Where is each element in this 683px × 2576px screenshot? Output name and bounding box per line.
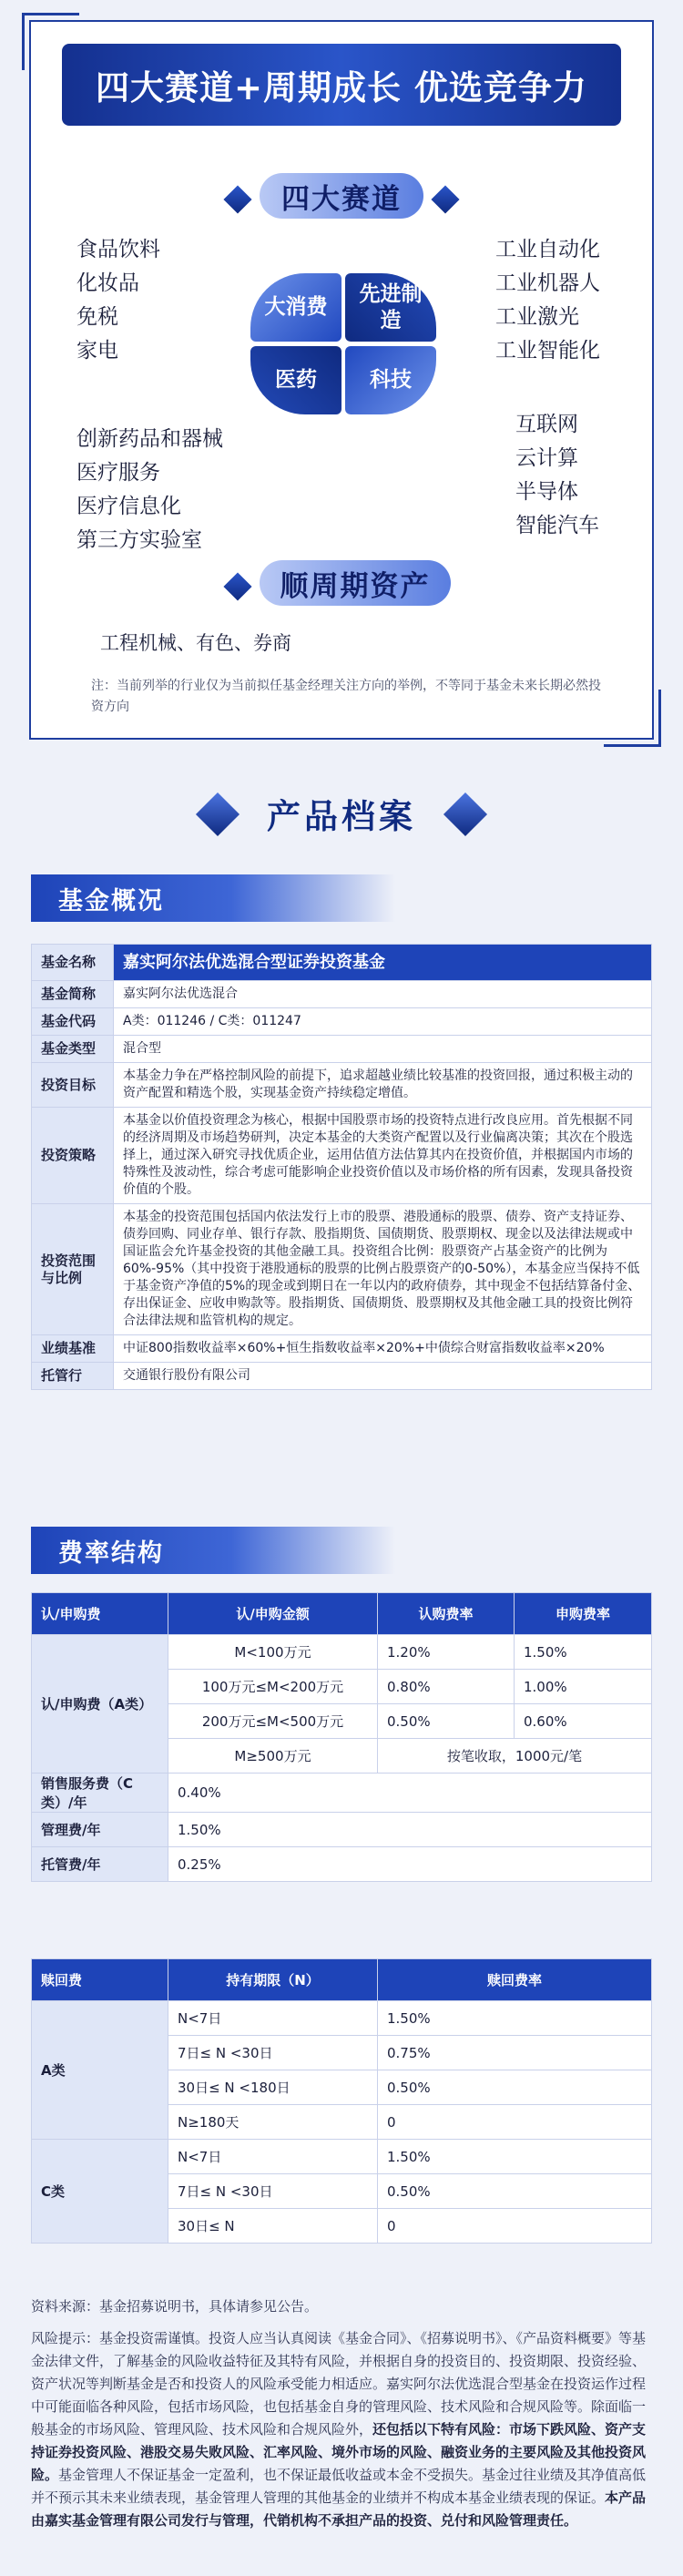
table-row <box>32 1813 652 1847</box>
rate-cell: 0.75% <box>378 2036 652 2070</box>
period-cell: 30日≤ N <180日 <box>168 2070 378 2105</box>
period-cell: N<7日 <box>168 2140 378 2174</box>
list-item: 工业智能化 <box>495 339 600 363</box>
row-label: 业绩基准 <box>32 1335 114 1363</box>
cyclical-items: 工程机械、有色、券商 <box>100 632 291 654</box>
medicine-petal: 医药 <box>250 346 342 414</box>
tracks-heading: 四大赛道 <box>260 173 423 219</box>
fees-heading: 费率结构 <box>31 1527 395 1574</box>
risk-disclaimer <box>31 2327 652 2532</box>
footer <box>31 2295 652 2532</box>
subscription-rate: 0.50% <box>378 1704 515 1739</box>
amount-cell: M<100万元 <box>168 1635 378 1670</box>
rate-cell: 0 <box>378 2105 652 2140</box>
per-transaction-fee: 按笔收取，1000元/笔 <box>378 1739 652 1774</box>
purchase-rate: 1.50% <box>515 1635 652 1670</box>
list-item: 第三方实验室 <box>76 528 202 552</box>
list-item: 医疗服务 <box>76 461 160 485</box>
period-cell: N≥180天 <box>168 2105 378 2140</box>
fee-value: 1.50% <box>168 1813 652 1847</box>
column-header: 持有期限（N） <box>168 1959 378 2001</box>
fee-value: 0.40% <box>168 1774 652 1813</box>
row-value: 本基金力争在严格控制风险的前提下，追求超越业绩比较基准的投资回报，通过积极主动的资产配置和精选个股，实现基金资产持续稳定增值。 <box>114 1063 652 1108</box>
table-row <box>32 1847 652 1882</box>
row-label: 投资范围与比例 <box>32 1204 114 1335</box>
subscription-class-label: 认/申购费（A类） <box>32 1635 168 1774</box>
rate-cell: 1.50% <box>378 2001 652 2036</box>
redemption-class-label: C类 <box>32 2140 168 2244</box>
period-cell: 7日≤ N <30日 <box>168 2174 378 2209</box>
overview-heading: 基金概况 <box>31 874 395 922</box>
table-row <box>32 1008 652 1036</box>
table-row <box>32 1774 652 1813</box>
list-item: 云计算 <box>515 446 578 470</box>
fee-label: 管理费/年 <box>32 1813 168 1847</box>
row-label: 基金简称 <box>32 981 114 1008</box>
list-item: 创新药品和器械 <box>76 427 223 451</box>
row-value: 交通银行股份有限公司 <box>114 1363 652 1390</box>
rate-cell: 0.50% <box>378 2174 652 2209</box>
note-text: 注：当前列举的行业仅为当前拟任基金经理关注方向的举例，不等同于基金未来长期必然投资方向 <box>91 679 601 714</box>
cyclical-heading: 顺周期资产 <box>260 560 451 606</box>
list-item: 互联网 <box>515 413 578 436</box>
consumer-list <box>76 233 160 368</box>
list-item: 工业激光 <box>495 305 579 329</box>
table-row <box>32 1335 652 1363</box>
table-header-row <box>32 1959 652 2001</box>
subscription-rate: 0.80% <box>378 1670 515 1704</box>
table-header-row <box>32 1593 652 1635</box>
column-header: 认/申购金额 <box>168 1593 378 1635</box>
column-header: 认/申购费 <box>32 1593 168 1635</box>
period-cell: 7日≤ N <30日 <box>168 2036 378 2070</box>
table-row <box>32 1063 652 1108</box>
list-item: 工业自动化 <box>495 238 600 261</box>
table-row <box>32 945 652 981</box>
risk-special: 还包括以下特有风险：市场下跌风险、资产支持证券投资风险、港股交易失败风险、汇率风险、境外市场的风险、融资业务的主要风险及其他投资风险。 <box>31 2421 647 2483</box>
hero-banner: 四大赛道+周期成长 优选竞争力 <box>62 44 621 126</box>
technology-petal: 科技 <box>345 346 436 414</box>
fund-name-value: 嘉实阿尔法优选混合型证券投资基金 <box>114 945 652 981</box>
row-value: A类：011246 / C类：011247 <box>114 1008 652 1036</box>
row-value: 混合型 <box>114 1036 652 1063</box>
risk-mid: 基金管理人不保证基金一定盈利，也不保证最低收益或本金不受损失。基金过往业绩及其净值高低并不预示其未来业绩表现，基金管理人管理的其他基金的业绩并不构成本基金业绩表现的保证。 <box>31 2467 647 2506</box>
medicine-list <box>76 423 223 557</box>
list-item: 工业机器人 <box>495 271 600 295</box>
table-row <box>32 1635 652 1670</box>
column-header: 赎回费率 <box>378 1959 652 2001</box>
table-row <box>32 981 652 1008</box>
table-row <box>32 2140 652 2174</box>
manufacturing-list <box>495 233 600 368</box>
product-title: 产品档案 <box>267 797 416 836</box>
table-row <box>32 2001 652 2036</box>
period-cell: N<7日 <box>168 2001 378 2036</box>
purchase-rate: 0.60% <box>515 1704 652 1739</box>
row-value: 嘉实阿尔法优选混合 <box>114 981 652 1008</box>
list-item: 免税 <box>76 305 118 329</box>
risk-intro: 风险提示：基金投资需谨慎。投资人应当认真阅读《基金合同》、《招募说明书》、《产品资料概要》等基金法律文件，了解基金的风险收益特征及其特有风险，并根据自身的投资目的、投资期限、投资经验、资产状况等判断基金是否和投资人的风险承受能力相适应。嘉实阿尔法优选混合型基金在投资运作过程中可能面临各种风险，包括市场风险，也包括基金自身的管理风险、技术风险和合规风险等。除面临一般基金的市场风险、管理风险、技术风险和合规风险外， <box>31 2330 647 2438</box>
purchase-rate: 1.00% <box>515 1670 652 1704</box>
source-text: 资料来源：基金招募说明书，具体请参见公告。 <box>31 2298 319 2315</box>
list-item: 半导体 <box>515 480 578 504</box>
row-value: 本基金以价值投资理念为核心，根据中国股票市场的投资特点进行改良应用。首先根据不同的经济周期及市场趋势研判，决定本基金的大类资产配置以及行业偏离决策；其次在个股选择上，通过深入研究寻找优质企业，运用估值方法估算其内在投资价值，并根据国内市场的特殊性及波动性，综合考虑可能影响企业投资价值以及市场价格的所有因素，发现具备投资价值的个股。 <box>114 1108 652 1204</box>
table-row <box>32 1204 652 1335</box>
row-label: 基金名称 <box>32 945 114 981</box>
row-value: 本基金的投资范围包括国内依法发行上市的股票、港股通标的股票、债券、资产支持证券、债券回购、同业存单、银行存款、股指期货、国债期货、股票期权、现金以及法律法规或中国证监会允许基金投资的其他金融工具。投资组合比例：股票资产占基金资产的比例为60%-95%（其中投资于港股通标的股票的比例占股票资产的0-50%），本基金应当保持不低于基金资产净值的5%的现金或到期日在一年以内的政府债券，其中现金不包括结算备付金、存出保证金、应收申购款等。股指期货、国债期货、股票期权及其他金融工具的投资比例符合法律法规和监管机构的规定。 <box>114 1204 652 1335</box>
list-item: 化妆品 <box>76 271 139 295</box>
list-item: 家电 <box>76 339 118 363</box>
table-row <box>32 1363 652 1390</box>
tracks-graphic <box>250 273 433 419</box>
technology-list <box>515 408 599 543</box>
fee-label: 销售服务费（C类）/年 <box>32 1774 168 1813</box>
column-header: 申购费率 <box>515 1593 652 1635</box>
row-value: 中证800指数收益率×60%+恒生指数收益率×20%+中债综合财富指数收益率×20% <box>114 1335 652 1363</box>
column-header: 认购费率 <box>378 1593 515 1635</box>
amount-cell: M≥500万元 <box>168 1739 378 1774</box>
redemption-fee-table <box>31 1958 652 2244</box>
amount-cell: 200万元≤M<500万元 <box>168 1704 378 1739</box>
redemption-class-label: A类 <box>32 2001 168 2140</box>
amount-cell: 100万元≤M<200万元 <box>168 1670 378 1704</box>
fee-label: 托管费/年 <box>32 1847 168 1882</box>
period-cell: 30日≤ N <box>168 2209 378 2244</box>
row-label: 托管行 <box>32 1363 114 1390</box>
list-item: 食品饮料 <box>76 238 160 261</box>
rate-cell: 0.50% <box>378 2070 652 2105</box>
subscription-fee-table <box>31 1592 652 1882</box>
subscription-rate: 1.20% <box>378 1635 515 1670</box>
row-label: 投资策略 <box>32 1108 114 1204</box>
column-header: 赎回费 <box>32 1959 168 2001</box>
consumer-petal: 大消费 <box>250 273 342 342</box>
row-label: 基金代码 <box>32 1008 114 1036</box>
rate-cell: 1.50% <box>378 2140 652 2174</box>
row-label: 投资目标 <box>32 1063 114 1108</box>
table-row <box>32 1036 652 1063</box>
row-label: 基金类型 <box>32 1036 114 1063</box>
rate-cell: 0 <box>378 2209 652 2244</box>
risk-end: 本产品由嘉实基金管理有限公司发行与管理，代销机构不承担产品的投资、兑付和风险管理责任。 <box>31 2489 647 2529</box>
manufacturing-petal: 先进制造 <box>345 273 436 342</box>
overview-table <box>31 944 652 1390</box>
list-item: 医疗信息化 <box>76 495 181 518</box>
list-item: 智能汽车 <box>515 514 599 537</box>
table-row <box>32 1108 652 1204</box>
fee-value: 0.25% <box>168 1847 652 1882</box>
